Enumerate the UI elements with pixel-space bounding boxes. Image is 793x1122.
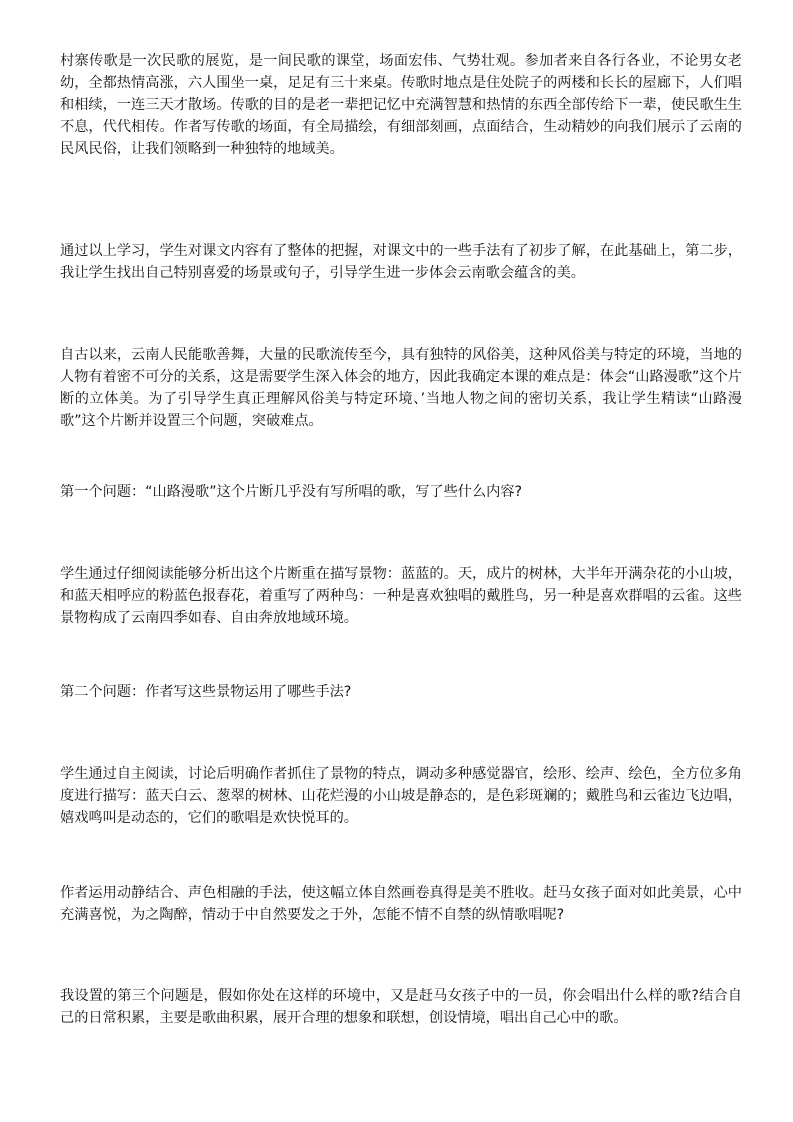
paragraph-question-three: 我设置的第三个问题是，假如你处在这样的环境中，又是赶马女孩子中的一员，你会唱出什么样的歌?结合自己的日常积累，主要是歌曲积累，展开合理的想象和联想，创设情境，唱出自己心中的歌。 [60,988,742,1026]
paragraph-question-two: 第二个问题：作者写这些景物运用了哪些手法? [60,684,352,700]
paragraph-question-one: 第一个问题：“山路漫歌”这个片断几乎没有写所唱的歌，写了些什么内容? [60,484,523,500]
paragraph-scenery-analysis: 学生通过仔细阅读能够分析出这个片断重在描写景物：蓝蓝的。天，成片的树林，大半年开满杂花的小山坡，和蓝天相呼应的粉蓝色报春花，着重写了两种鸟：一种是喜欢独唱的戴胜鸟，另一种是喜欢群唱的云雀。这些景物构成了云南四季如春、自由奔放地域环境。 [60,566,742,626]
paragraph-dynamic-static: 作者运用动静结合、声色相融的手法，使这幅立体自然画卷真得是美不胜收。赶马女孩子面对如此美景，心中充满喜悦，为之陶醉，情动于中自然要发之于外，怎能不情不自禁的纵情歌唱呢? [60,885,742,923]
paragraph-village-song-exhibition: 村寨传歌是一次民歌的展览，是一间民歌的课堂，场面宏伟、气势壮观。参加者来自各行各业，不论男女老幼，全都热情高涨，六人围坐一桌，足足有三十来桌。传歌时地点是住处院子的两楼和长长的屋廊下，人们唱和相续，一连三天才散场。传歌的目的是老一辈把记忆中充满智慧和热情的东西全部传给下一辈，使民歌生生不息，代代相传。作者写传歌的场面，有全局描绘，有细部刻画，点面结合，生动精妙的向我们展示了云南的民风民俗，让我们领略到一种独特的地域美。 [60,53,742,157]
paragraph-techniques: 学生通过自主阅读，讨论后明确作者抓住了景物的特点，调动多种感觉器官，绘形、绘声、绘色，全方位多角度进行描写：蓝天白云、葱翠的树林、山花烂漫的小山坡是静态的，是色彩斑斓的；戴胜鸟和云雀边飞边唱，嬉戏鸣叫是动态的，它们的歌唱是欢快悦耳的。 [60,766,742,826]
paragraph-second-step: 通过以上学习，学生对课文内容有了整体的把握，对课文中的一些手法有了初步了解，在此基础上，第二步，我让学生找出自己特别喜爱的场景或句子，引导学生进一步体会云南歌会蕴含的美。 [60,243,742,281]
paragraph-difficulty: 自古以来，云南人民能歌善舞，大量的民歌流传至今，具有独特的风俗美，这种风俗美与特定的环境，当地的人物有着密不可分的关系，这是需要学生深入体会的地方，因此我确定本课的难点是：体会“山路漫歌”这个片断的立体美。为了引导学生真正理解风俗美与特定环境、’当地人物之间的密切关系，我让学生精读“山路漫歌”这个片断并设置三个问题，突破难点。 [60,347,742,429]
